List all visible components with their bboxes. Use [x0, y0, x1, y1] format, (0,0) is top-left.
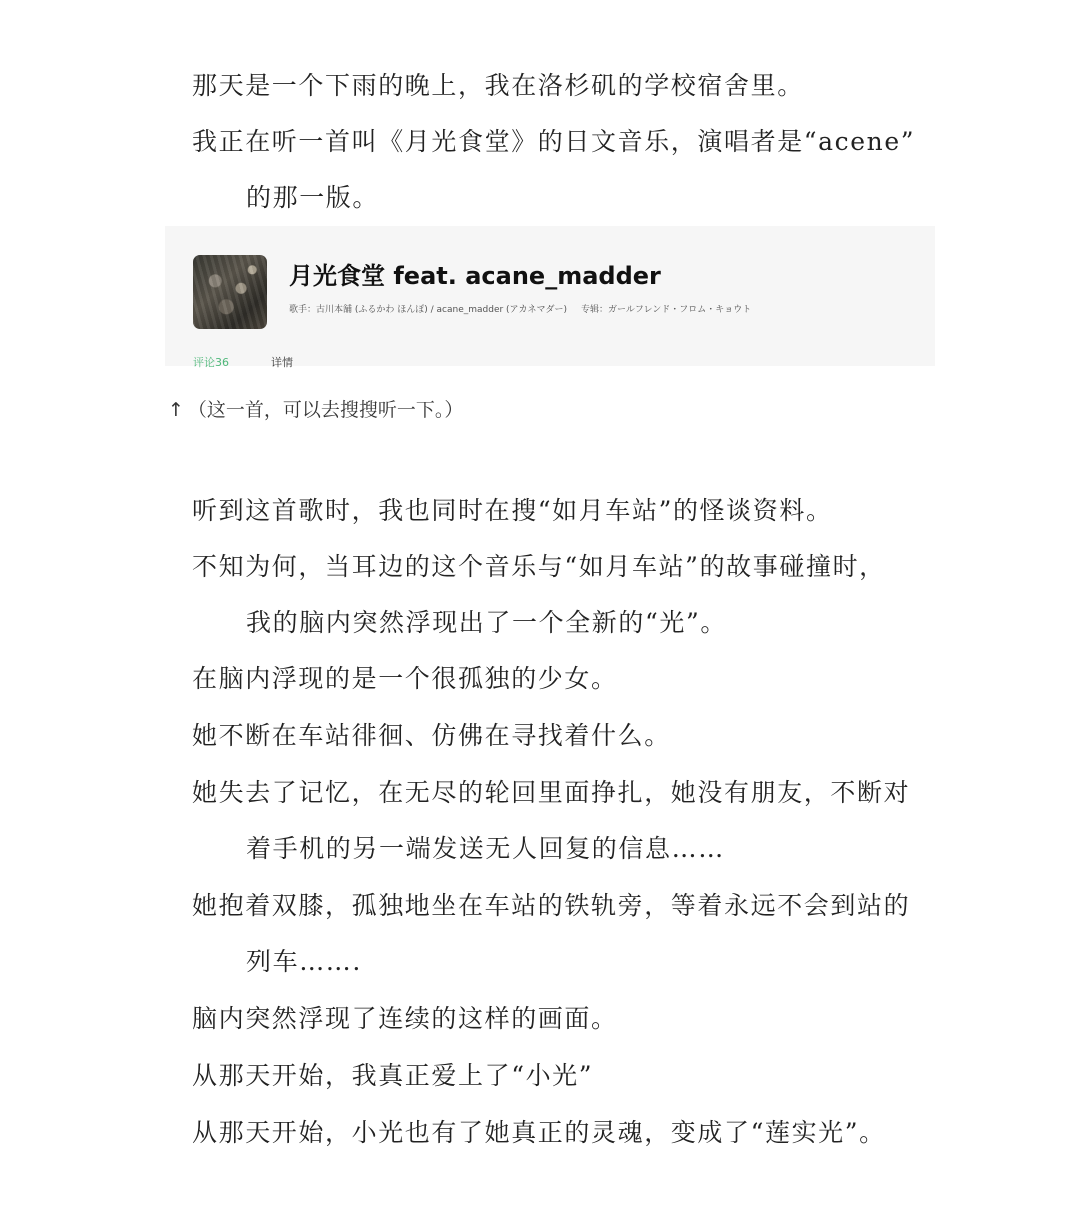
song-meta: [289, 302, 751, 315]
text-line: 在脑内浮现的是一个很孤独的少女。: [192, 664, 618, 693]
tab-comments[interactable]: 评论36: [193, 356, 229, 369]
text-line: 从那天开始，小光也有了她真正的灵魂，变成了“莲实光”。: [192, 1118, 886, 1147]
caption-text: （这一首，可以去搜搜听一下。）: [187, 399, 464, 421]
text-line: 我的脑内突然浮现出了一个全新的“光”。: [246, 608, 727, 637]
album-label: 专辑：: [580, 305, 608, 315]
text-line: 列车…….: [246, 947, 362, 976]
album-link[interactable]: ガールフレンド・フロム・キョウト: [608, 305, 752, 315]
text-line: 的那一版。: [246, 183, 380, 212]
text-line: 不知为何，当耳边的这个音乐与“如月车站”的故事碰撞时，: [192, 552, 886, 581]
image-caption: [168, 398, 463, 422]
song-title: 月光食堂 feat. acane_madder: [289, 262, 661, 290]
tab-details[interactable]: 详情: [271, 356, 293, 369]
text-line: 着手机的另一端发送无人回复的信息……: [246, 834, 725, 863]
text-line: 我正在听一首叫《月光食堂》的日文音乐，演唱者是“acene”: [192, 127, 916, 156]
singer-label: 歌手：: [289, 305, 317, 315]
text-line: 听到这首歌时，我也同时在搜“如月车站”的怪谈资料。: [192, 496, 833, 525]
text-line: 从那天开始，我真正爱上了“小光”: [192, 1061, 594, 1090]
text-line: 她抱着双膝，孤独地坐在车站的铁轨旁，等着永远不会到站的: [192, 891, 911, 920]
song-card[interactable]: [165, 226, 935, 369]
album-cover-image[interactable]: [193, 255, 267, 329]
up-arrow-icon: ↑: [168, 399, 184, 421]
text-line: 她不断在车站徘徊、仿佛在寻找着什么。: [192, 721, 671, 750]
text-line: 脑内突然浮现了连续的这样的画面。: [192, 1004, 618, 1033]
text-line: 那天是一个下雨的晚上，我在洛杉矶的学校宿舍里。: [192, 71, 804, 100]
text-line: 她失去了记忆，在无尽的轮回里面挣扎，她没有朋友，不断对: [192, 778, 911, 807]
singer-link[interactable]: 古川本舗 (ふるかわ ほんぽ) / acane_madder (アカネマダー): [316, 305, 567, 315]
